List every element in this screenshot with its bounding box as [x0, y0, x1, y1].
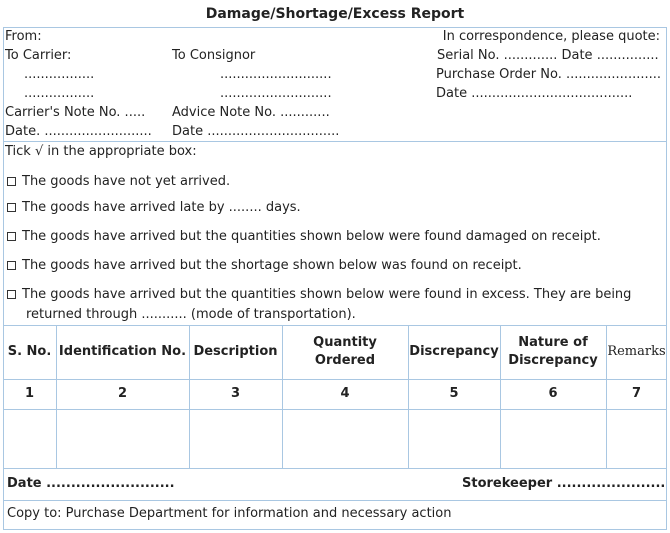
option-damaged[interactable] [7, 229, 601, 244]
storekeeper-field: Storekeeper ...................... [462, 476, 666, 491]
option-label: The goods have arrived but the shortage shown below was found on receipt. [22, 258, 522, 273]
divider-table-numbers [3, 409, 667, 410]
date-mid-field: Date ................................ [172, 124, 340, 139]
option-excess-continuation: returned through ........... (mode of transportation). [26, 307, 356, 322]
col-header-quantity-ordered: Quantity Ordered [313, 335, 377, 368]
option-label: The goods have not yet arrived. [22, 174, 231, 189]
copy-to-line: Copy to: Purchase Department for information and necessary action [7, 506, 452, 521]
carrier-address-line-1: ................. [24, 67, 95, 82]
to-carrier-label: To Carrier: [5, 48, 72, 63]
col-number: 1 [24, 386, 35, 401]
footer-date-field: Date .......................... [7, 476, 175, 491]
carrier-address-line-2: ................. [24, 86, 95, 101]
checkbox-icon[interactable] [7, 261, 16, 270]
checkbox-icon[interactable] [7, 232, 16, 241]
col-number: 7 [631, 386, 642, 401]
col-number: 3 [230, 386, 241, 401]
option-label: The goods have arrived but the quantities shown below were found in excess. They are being [22, 287, 632, 302]
carriers-note-field: Carrier's Note No. ..... [5, 105, 146, 120]
col-number: 6 [548, 386, 558, 401]
divider-footer [3, 500, 667, 501]
date-left-field: Date. .......................... [5, 124, 152, 139]
col-header-description: Description [193, 344, 278, 359]
option-shortage[interactable] [7, 258, 522, 273]
consignor-address-line-2: ........................... [220, 86, 332, 101]
col-number: 5 [449, 386, 459, 401]
option-excess[interactable] [7, 287, 631, 302]
option-not-arrived[interactable] [7, 174, 230, 189]
col-header-remarks: Remarks [607, 344, 666, 359]
from-label: From: [5, 29, 42, 44]
report-title: Damage/Shortage/Excess Report [205, 6, 465, 22]
checkbox-icon[interactable] [7, 290, 16, 299]
checkbox-icon[interactable] [7, 203, 16, 212]
divider-header [3, 141, 667, 142]
col-number: 2 [117, 386, 128, 401]
option-label: The goods have arrived late by ........ days. [22, 200, 301, 215]
advice-note-field: Advice Note No. ............ [172, 105, 330, 120]
option-label: The goods have arrived but the quantities shown below were found damaged on receipt. [22, 229, 601, 244]
option-arrived-late[interactable] [7, 200, 301, 215]
purchase-order-field: Purchase Order No. ....................... [436, 67, 661, 82]
col-header-sno: S. No. [7, 344, 52, 359]
consignor-address-line-1: ........................... [220, 67, 332, 82]
tick-instruction: Tick √ in the appropriate box: [5, 144, 197, 159]
correspondence-label: In correspondence, please quote: [442, 29, 660, 44]
report-frame [3, 27, 667, 530]
checkbox-icon[interactable] [7, 177, 16, 186]
col-number: 4 [340, 386, 350, 401]
date-right-field: Date ....................................... [436, 86, 633, 101]
serial-no-field: Serial No. ............. Date ............... [437, 48, 659, 63]
col-header-discrepancy: Discrepancy [409, 344, 499, 359]
to-consignor-label: To Consignor [172, 48, 256, 63]
col-header-identification: Identification No. [58, 344, 187, 359]
divider-table-header [3, 379, 667, 380]
col-header-nature-of-discrepancy: Nature of Discrepancy [508, 335, 598, 368]
divider-table-body [3, 468, 667, 469]
